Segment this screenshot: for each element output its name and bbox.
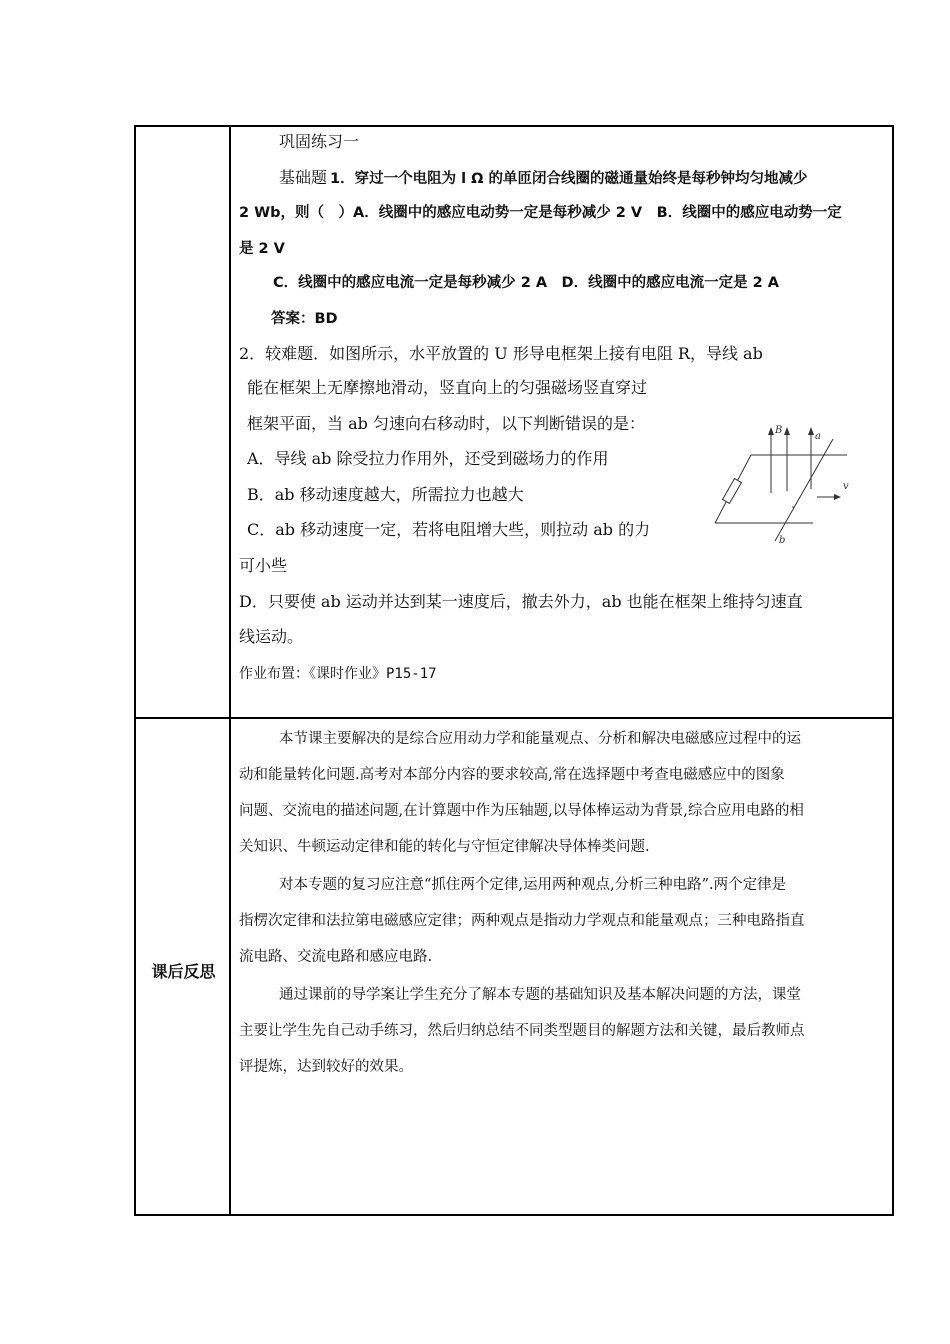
q1-text-2: 2 Wb，则（ ）A．线圈中的感应电动势一定是每秒减少 2 V B．线圈中的感应电动势一定 (239, 205, 842, 221)
q2-stem-1: 2．较难题．如图所示，水平放置的 U 形导电框架上接有电阻 R，导线 ab (239, 344, 763, 363)
center-dot (792, 506, 794, 508)
q1-text-4: C．线圈中的感应电流一定是每秒减少 2 A D．线圈中的感应电流一定是 2 A (273, 275, 779, 291)
q1-text-3: 是 2 V (239, 241, 285, 257)
homework-note: 作业布置：《课时作业》P15-17 (239, 666, 437, 682)
reflection-line: 流电路、交流电路和感应电路. (239, 949, 433, 965)
q2-option-b: B．ab 移动速度越大，所需拉力也越大 (247, 485, 524, 504)
q2-option-a: A．导线 ab 除受拉力作用外，还受到磁场力的作用 (247, 449, 609, 468)
q1-text-1: 1．穿过一个电阻为 l Ω 的单匝闭合线圈的磁通量始终是每秒钟均匀地减少 (330, 171, 808, 187)
empty-label-cell (135, 126, 230, 718)
q1-first-line (279, 165, 808, 188)
q1-level: 基础题 (279, 168, 328, 187)
reflection-cell (230, 718, 893, 1215)
u-frame-diagram (709, 419, 859, 549)
q2-option-d-1: D．只要使 ab 运动并达到某一速度后，撤去外力，ab 也能在框架上维持匀速直 (239, 592, 803, 611)
q1-answer: 答案：BD (271, 311, 338, 327)
reflection-label: 课后反思 (151, 962, 216, 981)
label-b: b (779, 535, 786, 546)
reflection-line: 关知识、牛顿运动定律和能的转化与守恒定律解决导体棒类问题. (239, 839, 650, 855)
field-arrowhead-1 (768, 427, 774, 435)
reflection-line: 指楞次定律和法拉第电磁感应定律；两种观点是指动力学观点和能量观点；三种电路指直 (239, 913, 805, 929)
reflection-line: 对本专题的复习应注意“抓住两个定律,运用两种观点,分析三种电路”.两个定律是 (279, 877, 787, 893)
reflection-line: 主要让学生先自己动手练习，然后归纳总结不同类型题目的解题方法和关键，最后教师点 (239, 1023, 805, 1039)
q2-option-d-2: 线运动。 (239, 627, 304, 646)
velocity-arrowhead (834, 494, 841, 500)
practice-heading: 巩固练习一 (279, 132, 360, 151)
q2-option-c-2: 可小些 (239, 556, 288, 575)
lesson-table (134, 125, 894, 1216)
reflection-line: 通过课前的导学案让学生充分了解本专题的基础知识及基本解决问题的方法，课堂 (279, 987, 801, 1003)
reflection-line: 动和能量转化问题.高考对本部分内容的要求较高,常在选择题中考查电磁感应中的图象 (239, 767, 785, 783)
q2-stem-2: 能在框架上无摩擦地滑动，竖直向上的匀强磁场竖直穿过 (247, 378, 648, 397)
q2-stem-3: 框架平面，当 ab 匀速向右移动时，以下判断错误的是： (247, 414, 645, 433)
resistor-symbol (723, 479, 742, 504)
q2-option-c-1: C．ab 移动速度一定，若将电阻增大些，则拉动 ab 的力 (247, 520, 651, 539)
reflection-line: 本节课主要解决的是综合应用动力学和能量观点、分析和解决电磁感应过程中的运 (279, 731, 801, 747)
reflection-line: 问题、交流电的描述问题,在计算题中作为压轴题,以导体棒运动为背景,综合应用电路的相 (239, 803, 804, 819)
rod-ab (775, 439, 833, 541)
practice-cell (230, 126, 893, 718)
field-arrowhead-3 (808, 427, 814, 435)
reflection-label-cell (135, 718, 230, 1215)
field-arrowhead-2 (784, 427, 790, 435)
reflection-line: 评提炼，达到较好的效果。 (239, 1059, 413, 1075)
label-b-field: B (775, 425, 783, 436)
label-v: v (843, 481, 849, 492)
label-a: a (815, 431, 821, 442)
